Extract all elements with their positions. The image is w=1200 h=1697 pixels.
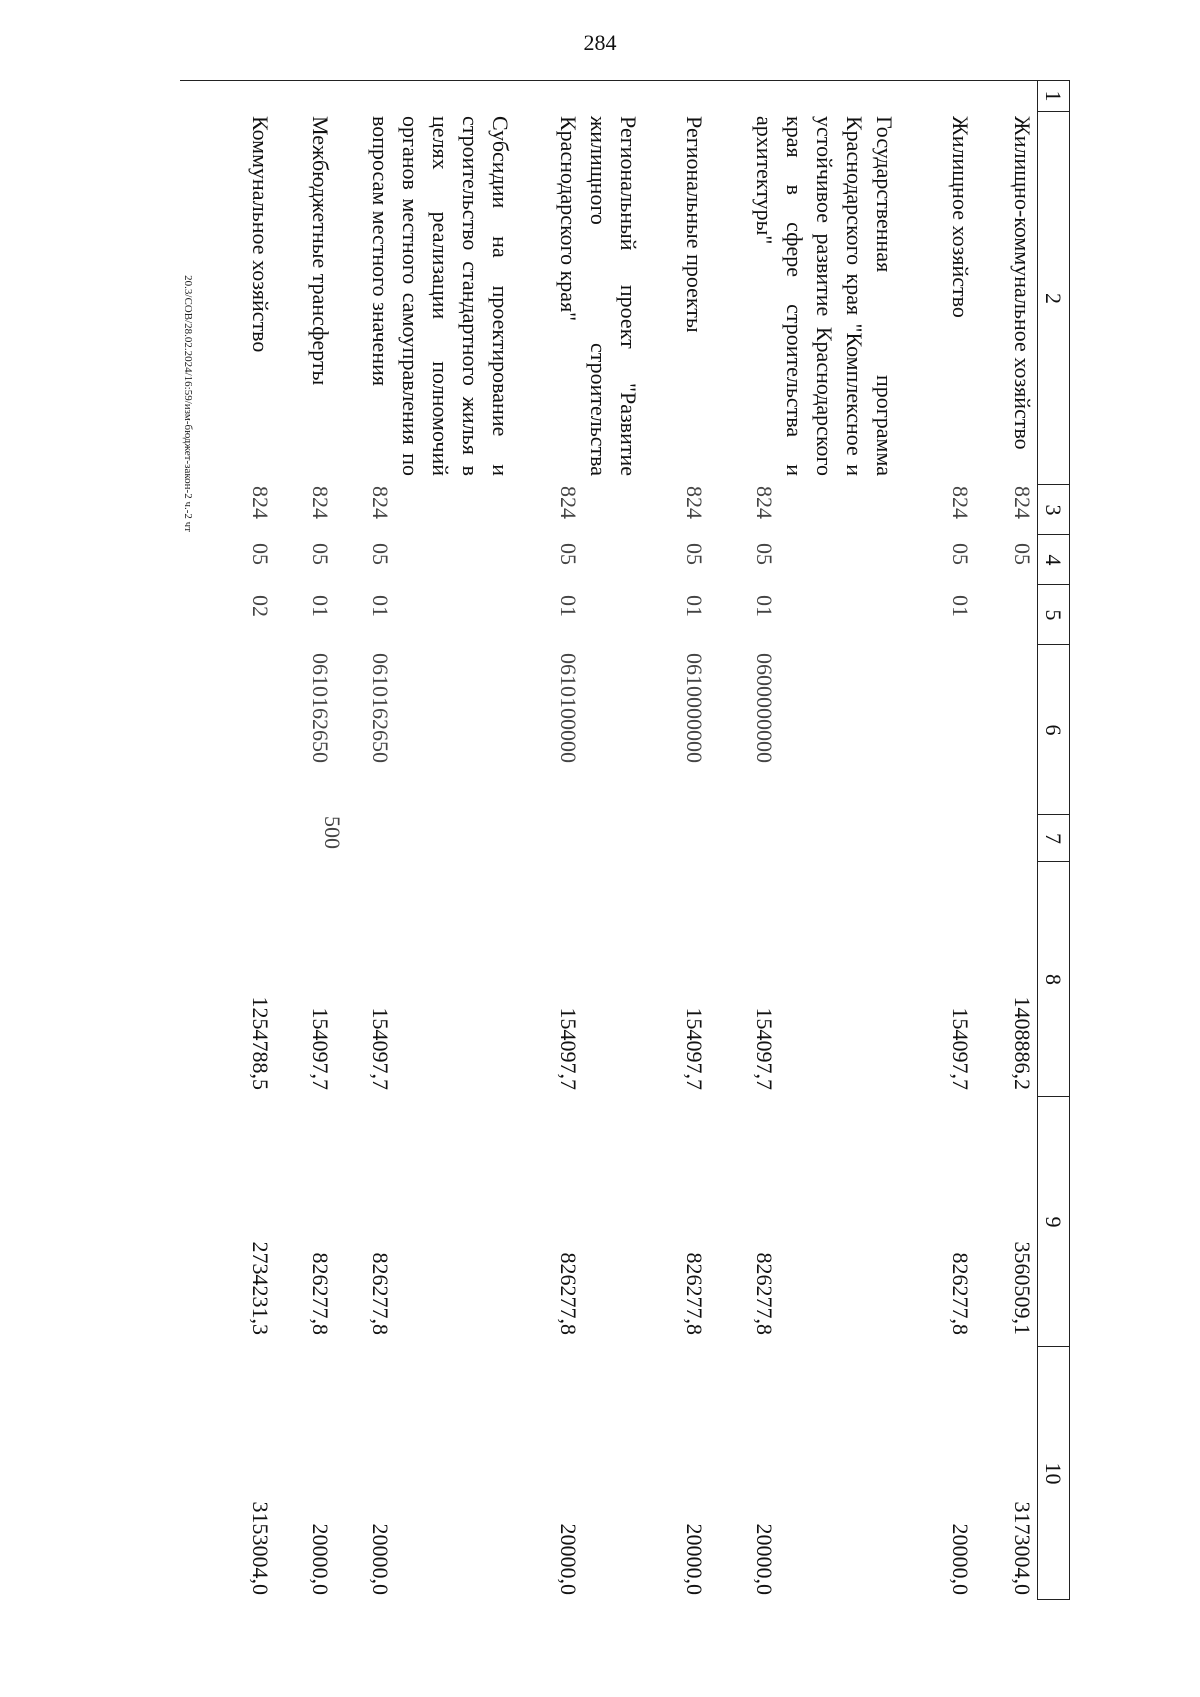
row-name: Межбюджетные трансферты	[308, 116, 333, 386]
row-name: Жилищно-коммунальное хозяйство	[1010, 116, 1035, 450]
header-col-6: 6	[1038, 644, 1069, 815]
header-col-1: 1	[1041, 90, 1066, 102]
row-value-c10: 3173004,0	[1010, 1501, 1035, 1595]
row-code-c3: 824	[368, 486, 393, 519]
row-code-c4: 05	[1010, 543, 1035, 565]
row-name: Жилищное хозяйство	[948, 116, 973, 318]
row-code-c6: 0600000000	[752, 653, 777, 763]
row-value-c10: 20000,0	[752, 1523, 777, 1595]
rotated-table-page	[180, 80, 1070, 1600]
row-code-c4: 05	[682, 543, 707, 565]
row-value-c9: 826277,8	[948, 1252, 973, 1335]
header-col-4: 4	[1038, 534, 1069, 585]
row-code-c5: 01	[368, 595, 393, 617]
row-value-c9: 826277,8	[308, 1252, 333, 1335]
row-value-c10: 3153004,0	[248, 1501, 273, 1595]
row-code-c5: 01	[948, 595, 973, 617]
footer-stamp: 20.3/СОВ/28.02.2024/16:59/изм-бюджет-закон-2 ч.-2 чт	[182, 275, 194, 532]
row-value-c8: 154097,7	[682, 1007, 707, 1090]
row-value-c9: 826277,8	[556, 1252, 581, 1335]
row-code-c4: 05	[248, 543, 273, 565]
row-code-c3: 824	[308, 486, 333, 519]
header-col-8: 8	[1038, 861, 1069, 1097]
row-name: Региональный проект "Развитие жилищного строительства Краснодарского края"	[556, 116, 641, 476]
row-code-c4: 05	[752, 543, 777, 565]
row-value-c10: 20000,0	[948, 1523, 973, 1595]
row-code-c3: 824	[1010, 486, 1035, 519]
row-code-c3: 824	[682, 486, 707, 519]
row-code-c4: 05	[948, 543, 973, 565]
page-number: 284	[583, 30, 617, 55]
header-col-5: 5	[1038, 584, 1069, 645]
header-col-2: 2	[1038, 111, 1069, 485]
row-code-c5: 01	[308, 595, 333, 617]
row-value-c10: 20000,0	[682, 1523, 707, 1595]
header-col-3: 3	[1038, 484, 1069, 535]
row-code-c7: 500	[320, 816, 345, 849]
row-code-c4: 05	[368, 543, 393, 565]
row-value-c8: 154097,7	[368, 1007, 393, 1090]
row-value-c9: 826277,8	[752, 1252, 777, 1335]
row-value-c8: 154097,7	[556, 1007, 581, 1090]
row-value-c9: 826277,8	[368, 1252, 393, 1335]
row-code-c6: 0610000000	[682, 653, 707, 763]
row-value-c8: 154097,7	[308, 1007, 333, 1090]
row-code-c5: 01	[682, 595, 707, 617]
row-code-c3: 824	[752, 486, 777, 519]
header-col-7: 7	[1038, 814, 1069, 862]
footer-stamp-area	[180, 80, 1070, 1680]
row-code-c3: 824	[948, 486, 973, 519]
row-code-c5: 02	[248, 595, 273, 617]
row-code-c4: 05	[308, 543, 333, 565]
row-value-c8: 154097,7	[752, 1007, 777, 1090]
row-code-c5: 01	[752, 595, 777, 617]
row-value-c10: 20000,0	[308, 1523, 333, 1595]
row-name: Региональные проекты	[682, 116, 707, 333]
row-value-c8: 1254788,5	[248, 996, 273, 1090]
row-name: Коммунальное хозяйство	[248, 116, 273, 353]
row-name: Государственная программа Краснодарского края "Комплексное и устойчивое развитие Краснодарского края в сфере строительства и архитектуры"	[752, 116, 897, 476]
row-code-c3: 824	[248, 486, 273, 519]
row-code-c5: 01	[556, 595, 581, 617]
row-value-c9: 2734231,3	[248, 1241, 273, 1335]
row-code-c6: 0610162650	[308, 653, 333, 763]
row-value-c10: 20000,0	[368, 1523, 393, 1595]
row-name: Субсидии на проектирование и строительство стандартного жилья в целях реализации полномочий органов местного самоуправления по вопросам местного значения	[368, 116, 513, 476]
row-code-c3: 824	[556, 486, 581, 519]
header-col-9: 9	[1038, 1096, 1069, 1347]
row-code-c4: 05	[556, 543, 581, 565]
row-value-c8: 1408886,2	[1010, 996, 1035, 1090]
row-value-c8: 154097,7	[948, 1007, 973, 1090]
row-value-c10: 20000,0	[556, 1523, 581, 1595]
row-code-c6: 0610100000	[556, 653, 581, 763]
row-value-c9: 826277,8	[682, 1252, 707, 1335]
row-value-c9: 3560509,1	[1010, 1241, 1035, 1335]
header-col-10: 10	[1038, 1346, 1069, 1600]
row-code-c6: 0610162650	[368, 653, 393, 763]
